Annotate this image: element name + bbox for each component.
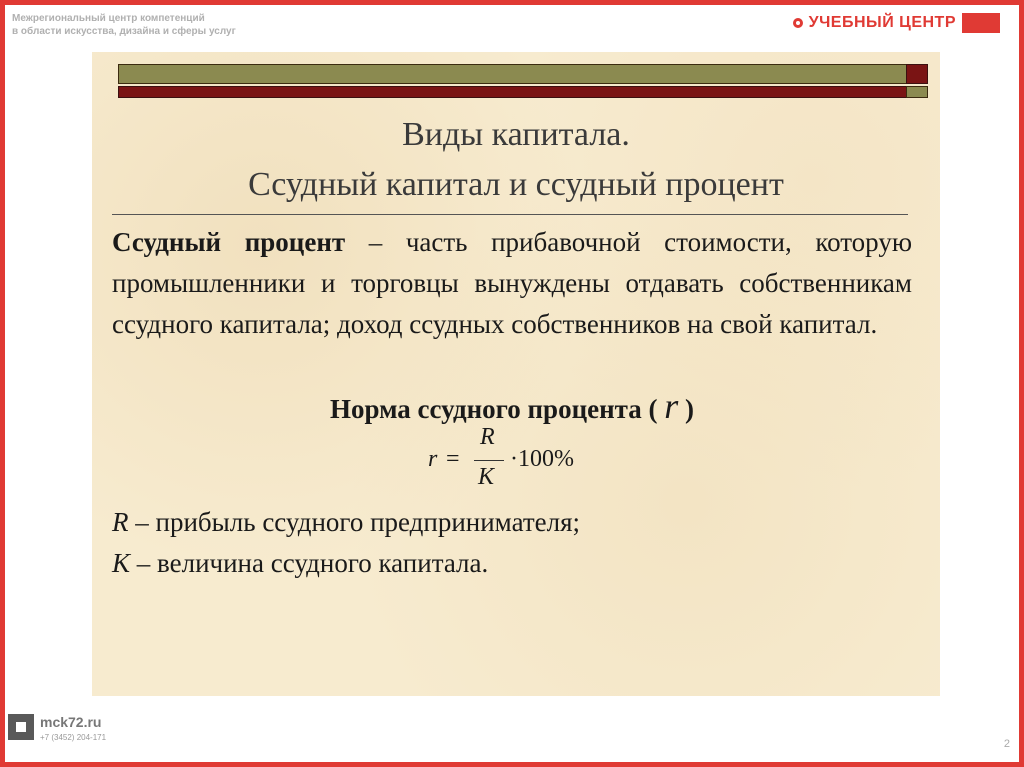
legend-text: – прибыль ссудного предпринимателя; <box>128 507 581 537</box>
page-number: 2 <box>1003 738 1010 750</box>
brand-name: УЧЕБНЫЙ ЦЕНТР <box>808 14 956 31</box>
slide <box>92 52 940 696</box>
title-divider <box>112 214 908 215</box>
decor-square-red <box>906 64 928 84</box>
norm-heading <box>112 386 912 429</box>
formula-legend <box>112 502 912 584</box>
title-line-1: Виды капитала. <box>402 116 630 153</box>
formula-lhs: r <box>428 446 438 472</box>
norm-symbol: r <box>664 386 679 426</box>
brand-logo <box>793 13 1000 33</box>
decor-bar-olive <box>118 64 908 84</box>
decor-bar-red <box>118 86 908 98</box>
organization-title <box>12 12 312 38</box>
legend-symbol: K <box>112 548 131 578</box>
brand-badge <box>962 13 1000 33</box>
formula-multiplier: ·100% <box>510 446 574 472</box>
org-line-1: Межрегиональный центр компетенций <box>12 13 205 24</box>
decor-square-olive <box>906 86 928 98</box>
circle-icon <box>793 18 803 28</box>
legend-symbol: R <box>112 507 129 537</box>
footer-phone: +7 (3452) 204-171 <box>40 733 107 742</box>
formula-equals: = <box>446 446 460 472</box>
definition-paragraph <box>112 222 912 345</box>
org-line-2: в области искусства, дизайна и сферы услуг <box>12 26 236 37</box>
formula-numerator: R <box>480 424 495 450</box>
footer-site[interactable]: mck72.ru <box>40 714 102 730</box>
formula <box>422 424 622 496</box>
definition-text: – часть прибавочной стоимости, которую промышленники и торговцы вынуждены отдавать собственникам ссудного капитала; доход ссудных собственников на свой капитал. <box>112 227 912 339</box>
qr-code-icon <box>8 714 34 740</box>
formula-denominator: K <box>478 464 495 490</box>
slide-title <box>112 110 920 210</box>
legend-item <box>112 543 912 584</box>
norm-label: Норма ссудного процента ( <box>329 394 665 424</box>
definition-term: Ссудный процент <box>112 227 346 257</box>
legend-item <box>112 502 912 543</box>
legend-text: – величина ссудного капитала. <box>130 548 489 578</box>
fraction-bar <box>474 460 504 461</box>
title-line-2: Ссудный капитал и ссудный процент <box>248 166 784 203</box>
norm-close: ) <box>678 394 695 424</box>
